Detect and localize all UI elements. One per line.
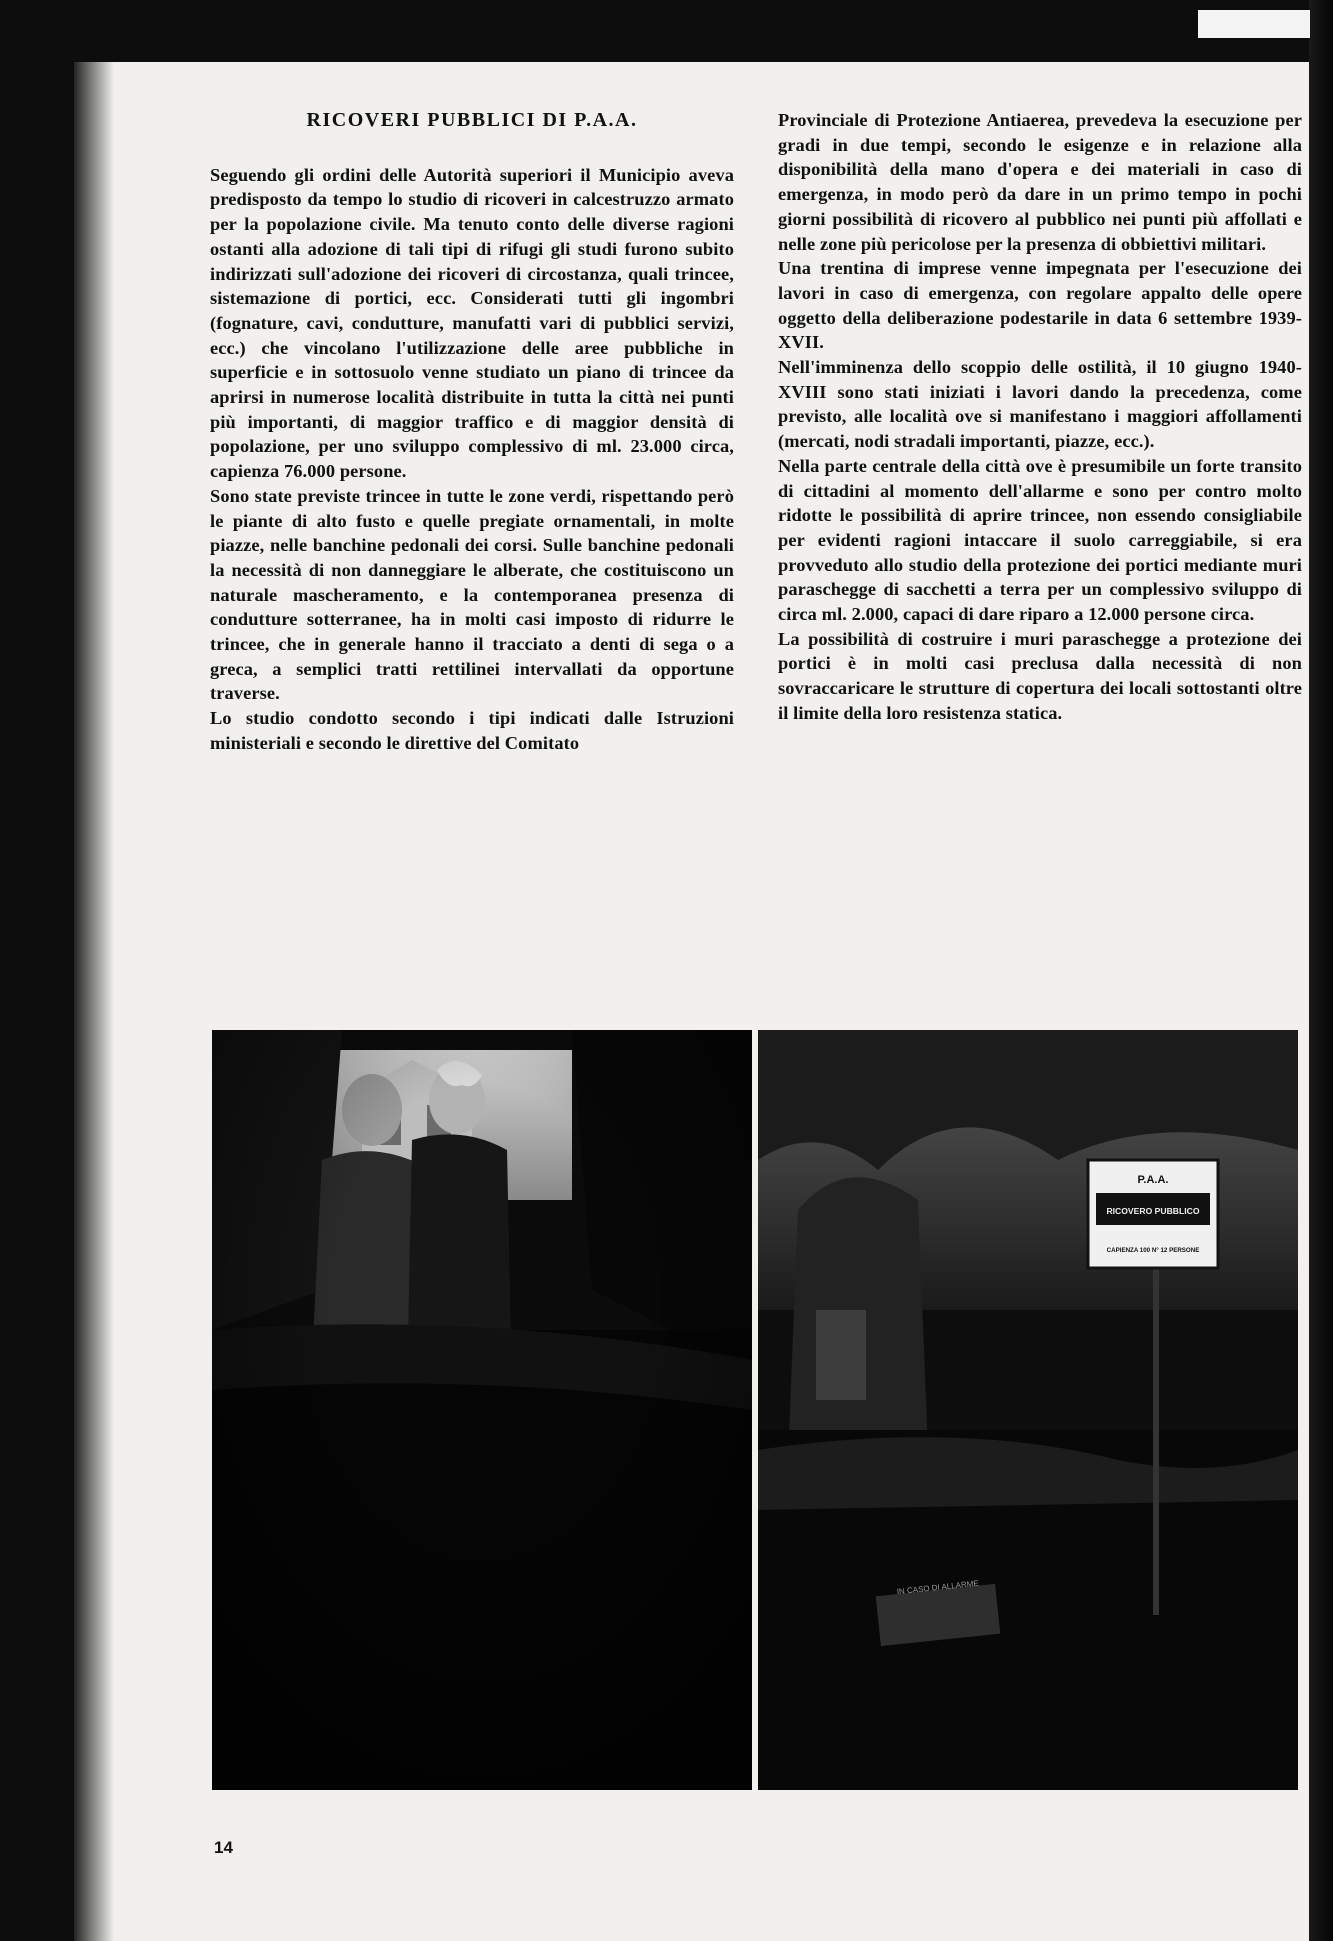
paragraph: Seguendo gli ordini delle Autorità superiori il Municipio aveva predisposto da tempo lo studio di ricoveri in calcestruzzo armato per la popolazione civile. Ma tenuto conto delle diverse ragioni ostanti alla adozione di tali tipi di rifugi gli studi furono subito indirizzati sull'adozione dei ricoveri di circostanza, quali trincee, sistemazione di portici, ecc. Considerati tutti gli ingombri (fognature, cavi, condutture, manufatti vari di pubblici servizi, ecc.) che vincolano l'utilizzazione delle aree pubbliche in superficie e in sottosuolo venne studiato un piano di trincee da aprirsi in numerose località distribuite in tutta la città nei punti più importanti, di maggior traffico e di maggior densità di popolazione, per uno sviluppo complessivo di ml. 23.000 circa, capienza 76.000 persone. — [210, 164, 734, 482]
paragraph: Nell'imminenza dello scoppio delle ostilità, il 10 giugno 1940-XVIII sono stati iniziati i lavori dando la precedenza, come previsto, alle località ove si manifestano i maggiori affollamenti (mercati, nodi stradali importanti, piazze, ecc.). — [778, 357, 1302, 452]
sign-line-2: RICOVERO PUBBLICO — [1106, 1206, 1200, 1216]
paragraph: Sono state previste trincee in tutte le zone verdi, rispettando però le piante di alto fusto e quelle pregiate ornamentali, in molte piazze, nelle banchine pedonali dei corsi. Sulle banchine pedonali la necessità di non danneggiare le alberate, che costituiscono un naturale mascheramento, e la contemporanea presenza di condutture sotterranee, ha in molti casi imposto di ridurre le trincee, che in generale hanno il tracciato a denti di sega o a greca, a semplici tratti rettilinei intervallati da opportune traverse. — [210, 485, 734, 704]
paragraph: Nella parte centrale della città ove è presumibile un forte transito di cittadini al momento dell'allarme e sono per contro molto ridotte le possibilità di aprire trincee, non essendo consigliabile per evidenti ragioni intaccare il suolo carreggiabile, si era provveduto allo studio della protezione dei portici mediante muri paraschegge di sacchetti a terra per un complessivo sviluppo di circa ml. 2.000, capaci di dare riparo a 12.000 persone circa. — [778, 455, 1302, 625]
right-column — [778, 108, 1302, 726]
sign-line-3: CAPIENZA 100 N° 12 PERSONE — [1106, 1247, 1200, 1254]
page-number: 14 — [214, 1838, 233, 1857]
paragraph: Lo studio condotto secondo i tipi indicati dalle Istruzioni ministeriali e secondo le direttive del Comitato — [210, 708, 734, 753]
left-column — [210, 108, 734, 756]
photo-sign-image — [758, 1030, 1298, 1790]
sign-line-1: P.A.A. — [1137, 1174, 1169, 1186]
page-shadow-edge — [74, 62, 114, 1941]
shelter-sign — [1088, 1160, 1218, 1268]
paragraph: Una trentina di imprese venne impegnata per l'esecuzione dei lavori in caso di emergenza, con regolare appalto delle opere oggetto della deliberazione podestarile in data 6 settembre 1939-XVII. — [778, 258, 1302, 353]
board-text: IN CASO DI ALLARME — [896, 1578, 980, 1597]
photo-women-at-shelter — [212, 1030, 752, 1790]
article-title: RICOVERI PUBBLICI DI P.A.A. — [306, 109, 638, 131]
paragraph: Provinciale di Protezione Antiaerea, prevedeva la esecuzione per gradi in due tempi, secondo le esigenze e in relazione alla disponibilità della mano d'opera e dei materiali in caso di emergenza, in modo però da dare in un primo tempo in pochi giorni possibilità di ricovero al pubblico nei punti più affollati e nelle zone più pericolose per la presenza di obbiettivi militari. — [778, 110, 1302, 254]
paragraph: La possibilità di costruire i muri paraschegge a protezione dei portici è in molti casi preclusa dalla necessità di non sovraccaricare le strutture di copertura dei locali sottostanti oltre il limite della loro resistenza statica. — [778, 628, 1302, 723]
scanner-edge — [1309, 0, 1333, 1941]
photo-shelter-sign — [758, 1030, 1298, 1790]
page-tab — [1198, 10, 1310, 38]
photo-women-image — [212, 1030, 752, 1790]
